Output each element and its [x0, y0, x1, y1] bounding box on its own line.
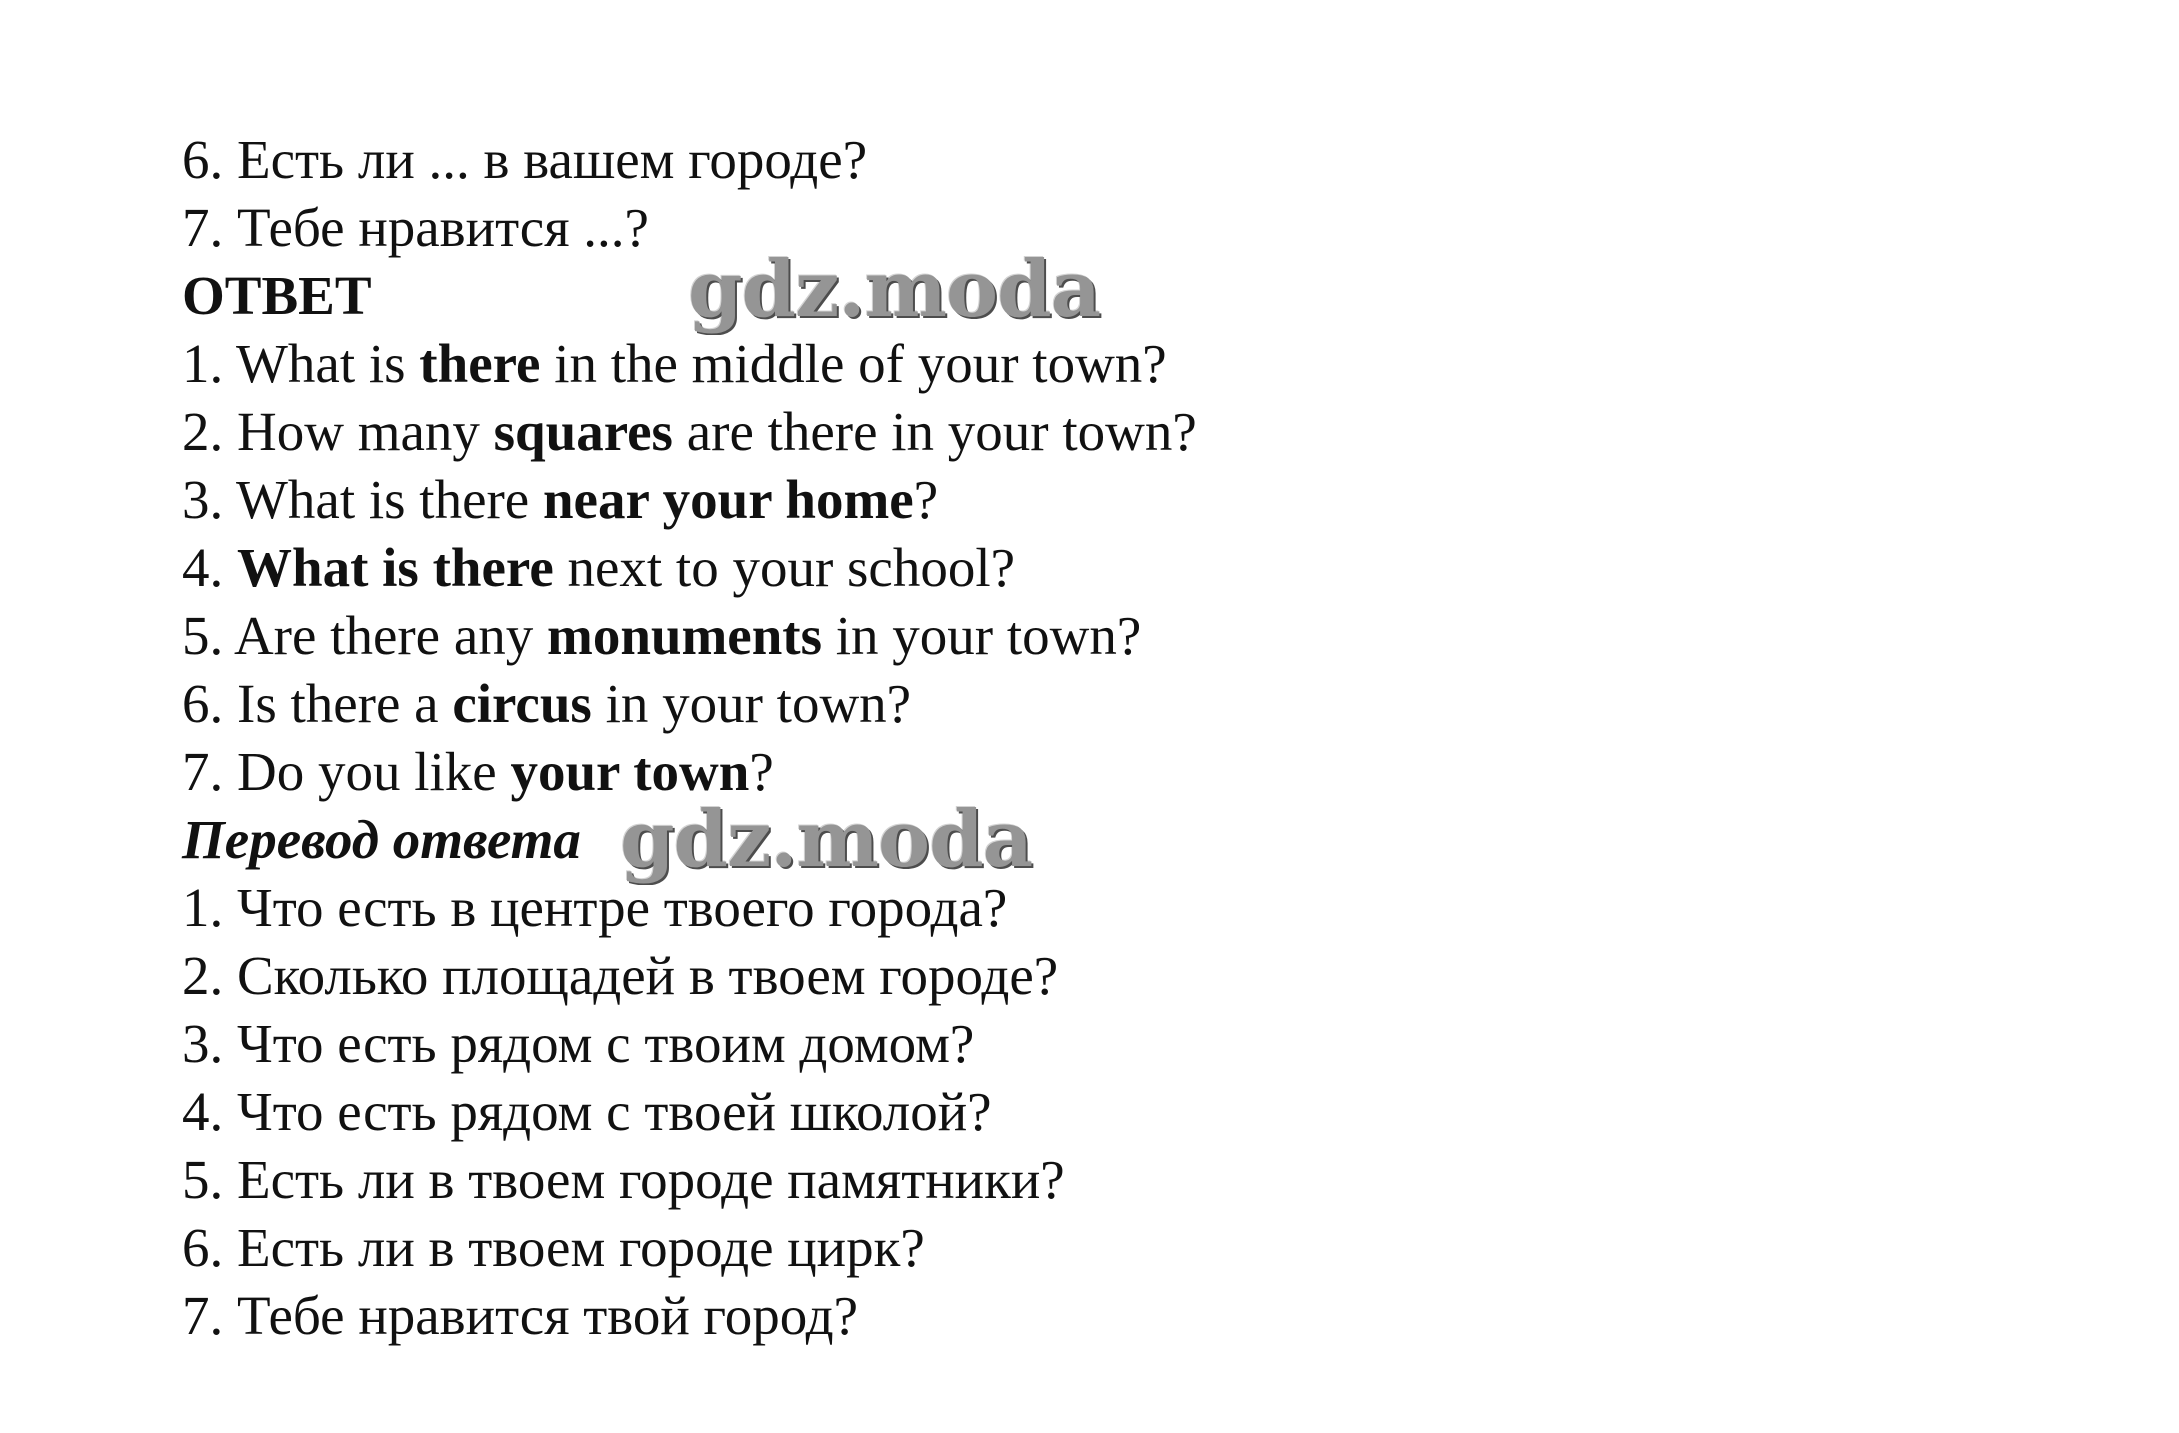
- answer-bold-text: near your home: [542, 469, 914, 530]
- answer-bold-text: there: [419, 333, 541, 394]
- answer-text: in your town?: [822, 605, 1142, 666]
- translation-line-3: 3. Что есть рядом с твоим домом?: [182, 1013, 975, 1074]
- answer-line-1: [182, 330, 1167, 398]
- answer-bold-text: squares: [493, 401, 673, 462]
- translation-line-5: 5. Есть ли в твоем городе памятники?: [182, 1149, 1065, 1210]
- question-line-6: 6. Есть ли ... в вашем городе?: [182, 129, 868, 190]
- answer-text: 2. How many: [182, 401, 494, 462]
- answer-bold-text: What is there: [237, 537, 554, 598]
- answer-text: ?: [913, 469, 939, 530]
- answer-text: 6. Is there a: [182, 673, 453, 734]
- answer-text: next to your school?: [553, 537, 1016, 598]
- answer-text: 7. Do you like: [182, 741, 511, 802]
- translation-line-6: 6. Есть ли в твоем городе цирк?: [182, 1217, 925, 1278]
- watermark-logo: gdz.moda: [620, 794, 1033, 885]
- answer-line-5: [182, 602, 1141, 670]
- answer-text: 1. What is: [182, 333, 420, 394]
- answer-text: are there in your town?: [672, 401, 1197, 462]
- answer-text: in your town?: [591, 673, 912, 734]
- answer-line-2: [182, 398, 1197, 466]
- answer-line-6: [182, 670, 911, 738]
- answer-line-4: [182, 534, 1015, 602]
- answer-text: 5. Are there any: [182, 605, 547, 666]
- answer-text: in the middle of your town?: [540, 333, 1167, 394]
- answer-bold-text: your town: [510, 741, 750, 802]
- answer-text: ?: [749, 741, 774, 802]
- translation-line-7: 7. Тебе нравится твой город?: [182, 1285, 859, 1346]
- translation-line-1: 1. Что есть в центре твоего города?: [182, 877, 1008, 938]
- question-line-7: 7. Тебе нравится ...?: [182, 197, 649, 258]
- answer-bold-text: monuments: [547, 605, 823, 666]
- answer-line-3: [182, 466, 938, 534]
- answer-text: 4.: [182, 537, 237, 598]
- translation-line-4: 4. Что есть рядом с твоей школой?: [182, 1081, 992, 1142]
- translation-heading: Перевод ответа: [182, 809, 581, 870]
- watermark-logo: gdz.moda: [688, 244, 1101, 335]
- answer-text: 3. What is there: [182, 469, 543, 530]
- answer-heading: ОТВЕТ: [182, 265, 372, 326]
- answer-bold-text: circus: [452, 673, 592, 734]
- translation-line-2: 2. Сколько площадей в твоем городе?: [182, 945, 1059, 1006]
